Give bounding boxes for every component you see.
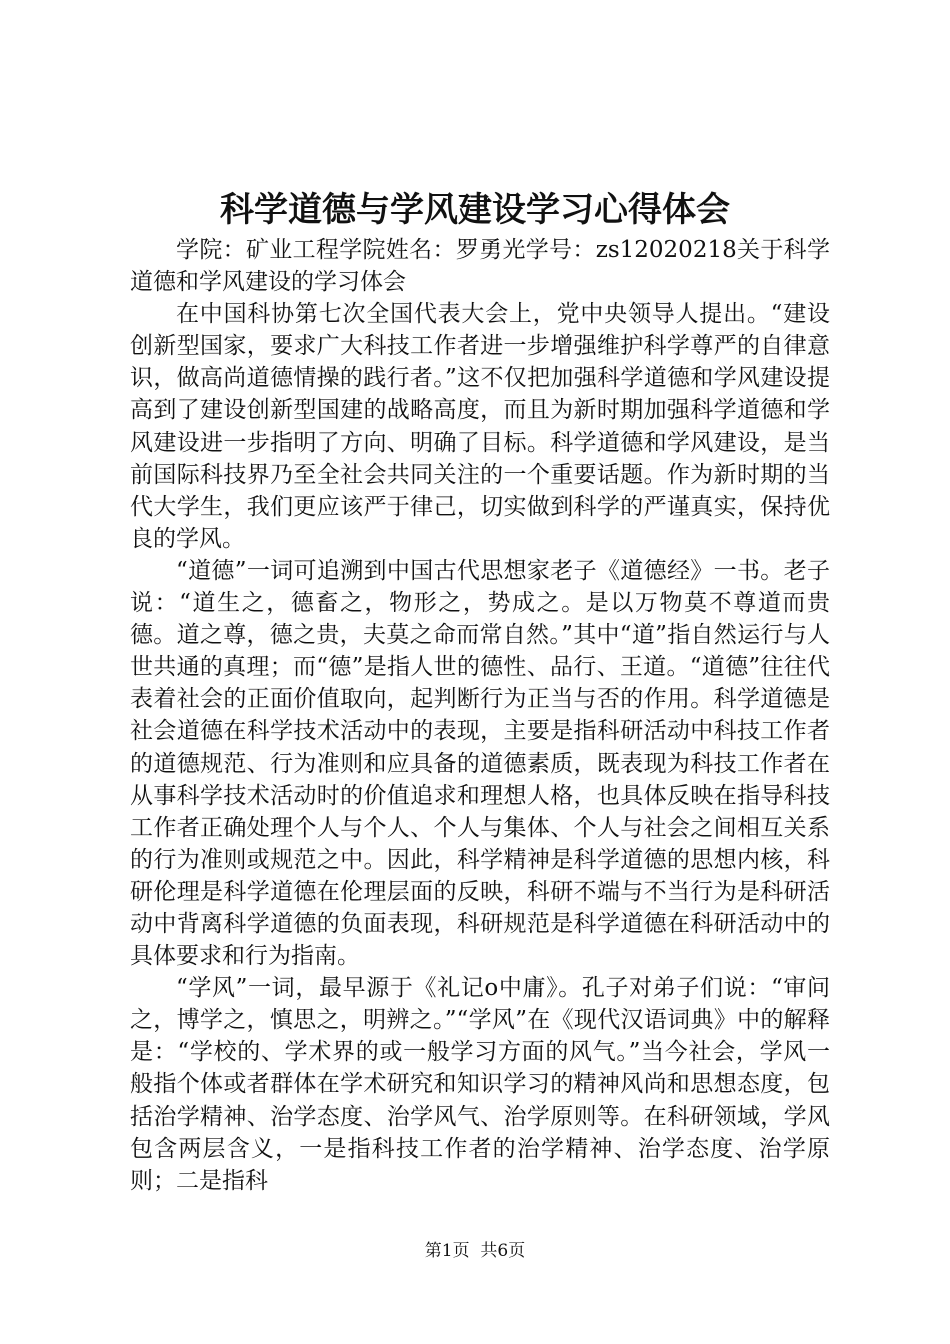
- paragraph-morality: “道德”一词可追溯到中国古代思想家老子《道德经》一书。老子说：“道生之，德畜之，物形之，势成之。是以万物莫不尊道而贵德。道之尊，德之贵，夫莫之命而常自然。”其中“道”指自然运行与人世共通的真理；而“德”是指人世的德性、品行、王道。“道德”往往代表着社会的正面价值取向，起判断行为正当与否的作用。科学道德是社会道德在科学技术活动中的表现，主要是指科研活动中科技工作者的道德规范、行为准则和应具备的道德素质，既表现为科技工作者在从事科学技术活动时的价值追求和理想人格，也具体反映在指导科技工作者正确处理个人与个人、个人与集体、个人与社会之间相互关系的行为准则或规范之中。因此，科学精神是科学道德的思想内核，科研伦理是科学道德在伦理层面的反映，科研不端与不当行为是科研活动中背离科学道德的负面表现，科研规范是科学道德在科研活动中的具体要求和行为指南。: [130, 557, 830, 970]
- page-number: 第1页: [424, 1241, 470, 1261]
- paragraph-intro: 在中国科协第七次全国代表大会上，党中央领导人提出。“建设创新型国家，要求广大科技工作者进一步增强维护科学尊严的自律意识，做高尚道德情操的践行者。”这不仅把加强科学道德和学风建设提高到了建设创新型国建的战略高度，而且为新时期加强科学道德和学风建设进一步指明了方向、明确了目标。科学道德和学风建设，是当前国际科技界乃至全社会共同关注的一个重要话题。作为新时期的当代大学生，我们更应该严于律己，切实做到科学的严谨真实，保持优良的学风。: [130, 301, 830, 552]
- document-body: [130, 234, 830, 1197]
- page-total: 共6页: [480, 1241, 526, 1261]
- page-footer: [0, 1240, 950, 1262]
- paragraph-study-style: “学风”一词，最早源于《礼记o中庸》。孔子对弟子们说：“审问之，博学之，慎思之，明辨之。”“学风”在《现代汉语词典》中的解释是：“学校的、学术界的或一般学习方面的风气。”当今社会，学风一般指个体或者群体在学术研究和知识学习的精神风尚和思想态度，包括治学精神、治学态度、治学风气、治学原则等。在科研领域，学风包含两层含义，一是指科技工作者的治学精神、治学态度、治学原则；二是指科: [130, 975, 830, 1194]
- document-title: 科学道德与学风建设学习心得体会: [220, 190, 730, 230]
- paragraph-header-info: 学院：矿业工程学院姓名：罗勇光学号：zs12020218关于科学道德和学风建设的学习体会: [130, 237, 830, 296]
